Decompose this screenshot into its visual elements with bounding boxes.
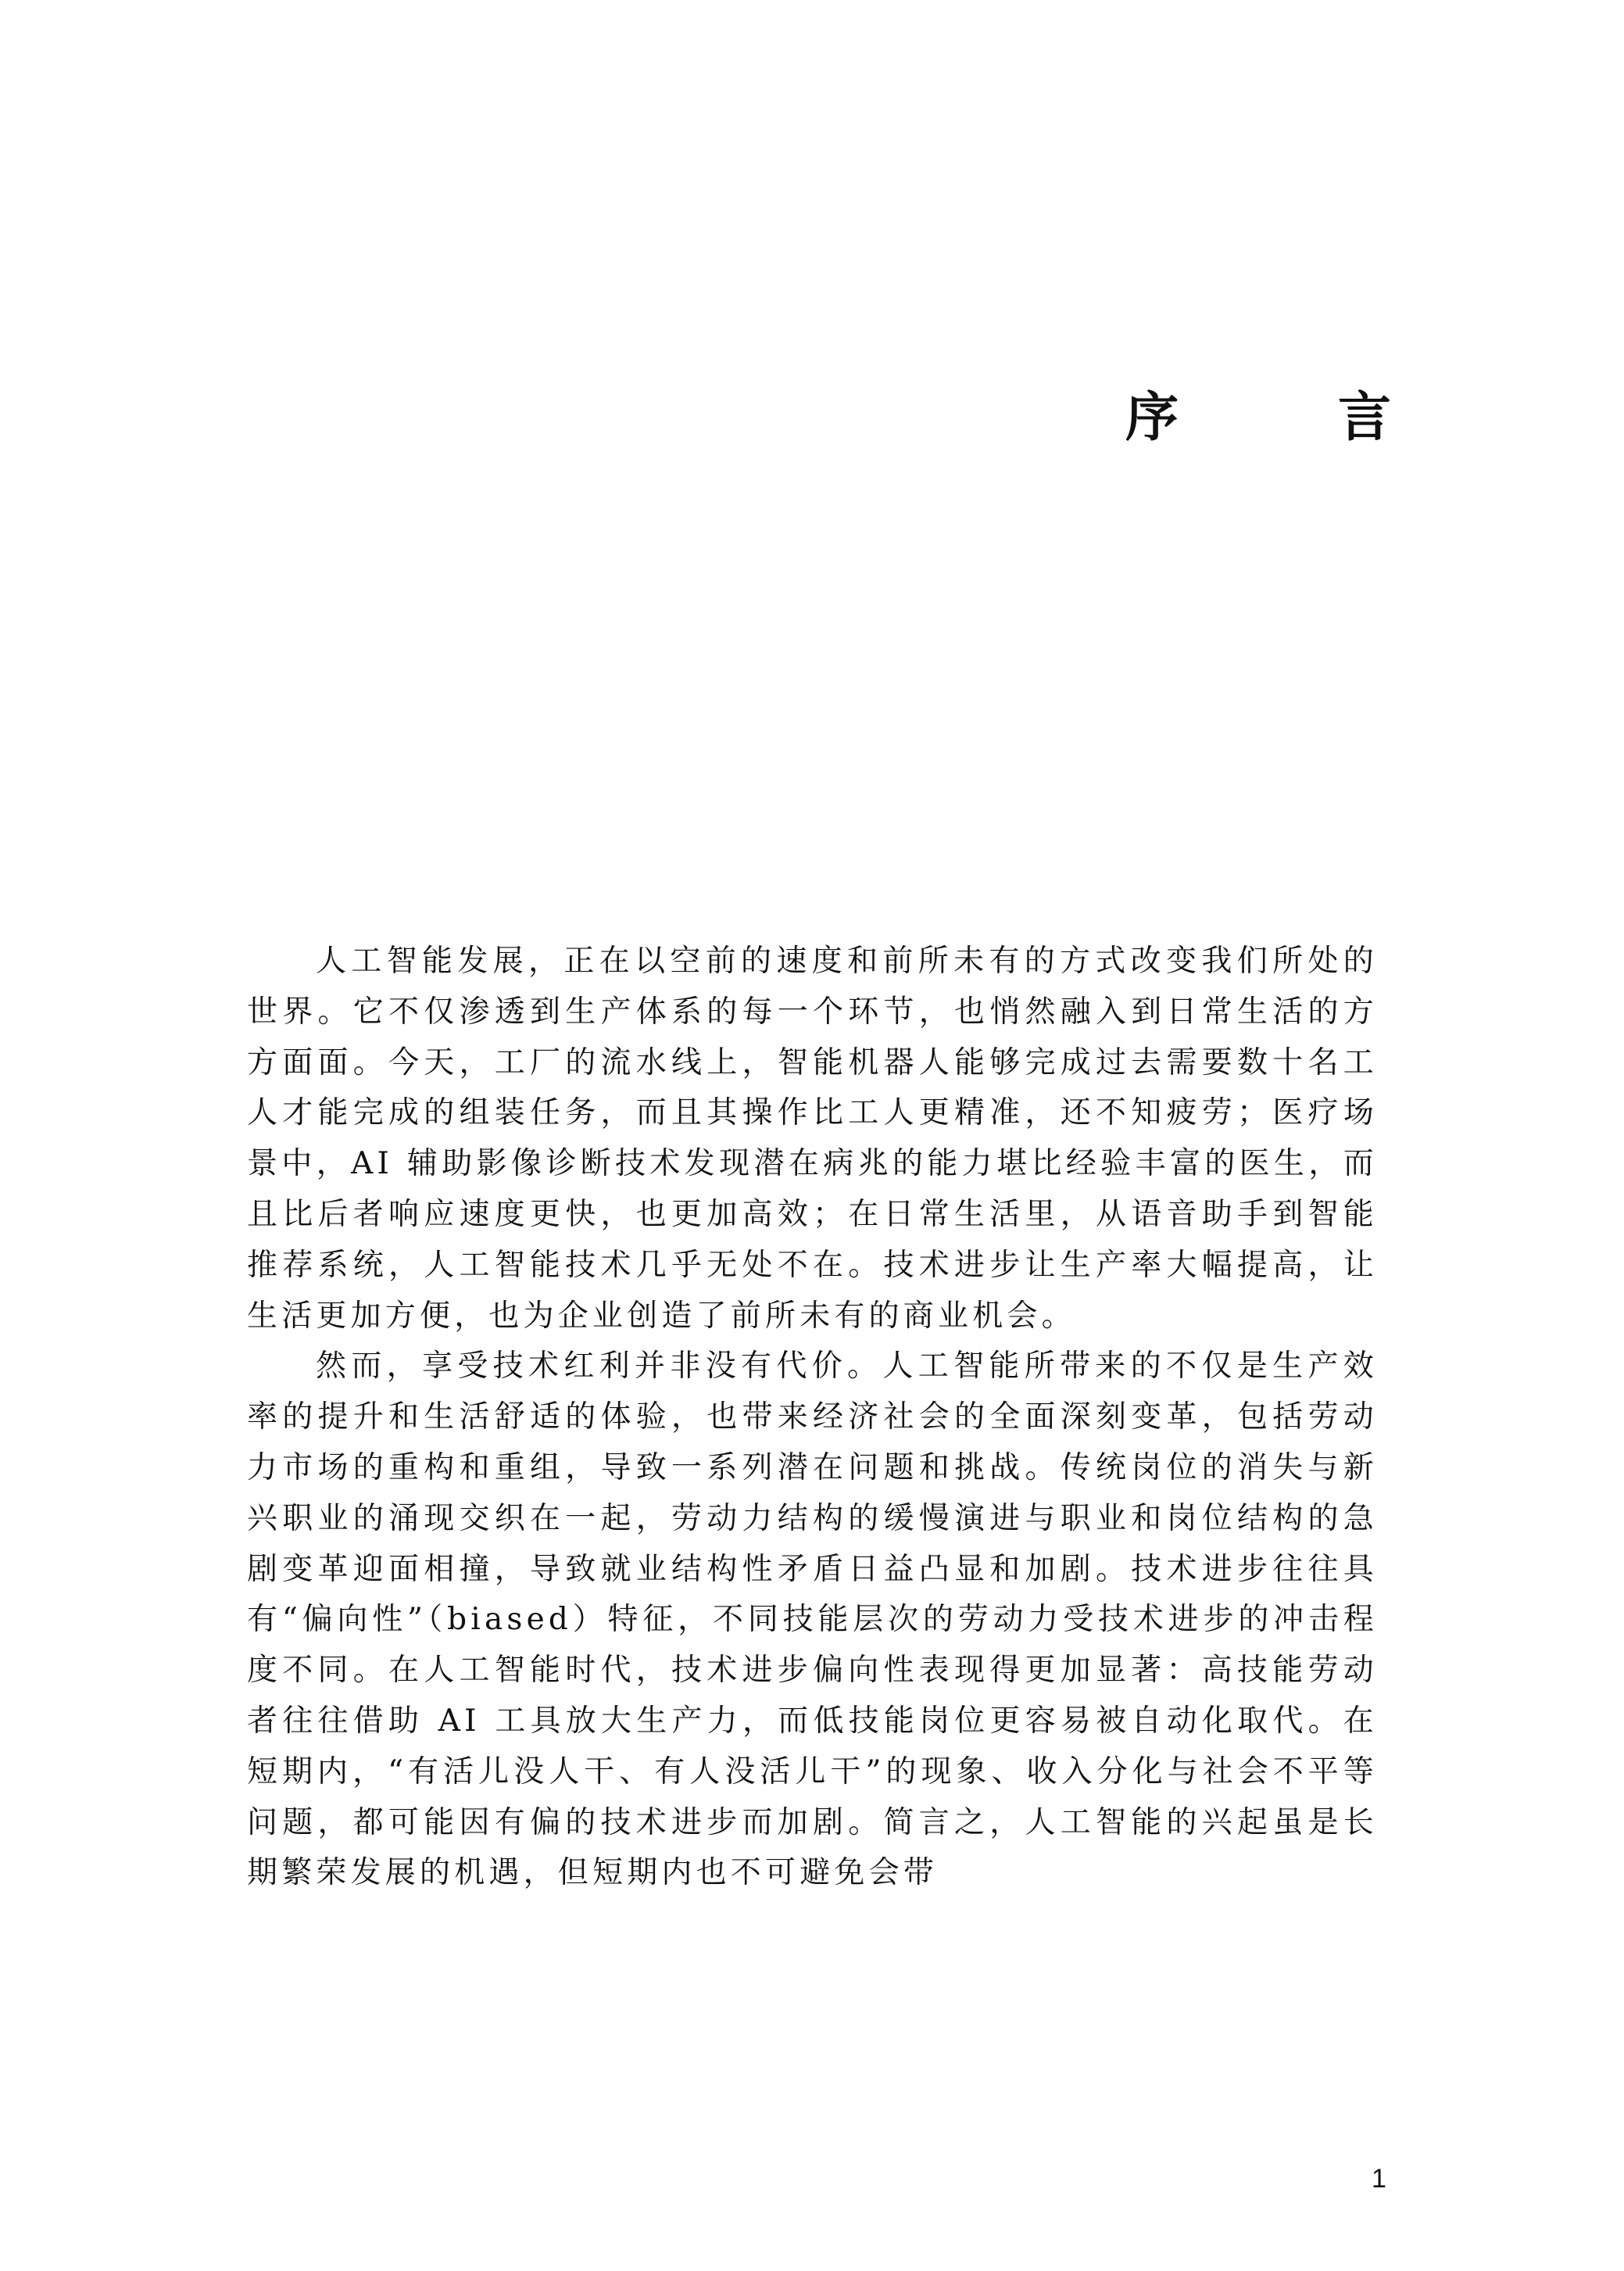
- page-number: 1: [1372, 2164, 1386, 2194]
- chapter-title: [1125, 386, 1391, 449]
- paragraph-2: 然而，享受技术红利并非没有代价。人工智能所带来的不仅是生产效率的提升和生活舒适的体验，也带来经济社会的全面深刻变革，包括劳动力市场的重构和重组，导致一系列潜在问题和挑战。传统岗位的消失与新兴职业的涌现交织在一起，劳动力结构的缓慢演进与职业和岗位结构的急剧变革迎面相撞，导致就业结构性矛盾日益凸显和加剧。技术进步往往具有“偏向性”（biased）特征，不同技能层次的劳动力受技术进步的冲击程度不同。在人工智能时代，技术进步偏向性表现得更加显著：高技能劳动者往往借助 AI 工具放大生产力，而低技能岗位更容易被自动化取代。在短期内，“有活儿没人干、有人没活儿干”的现象、收入分化与社会不平等问题，都可能因有偏的技术进步而加剧。简言之，人工智能的兴起虽是长期繁荣发展的机遇，但短期内也不可避免会带: [247, 1349, 1378, 1891]
- body-text: [247, 937, 1378, 1899]
- chapter-title-char-2: 言: [1337, 386, 1391, 449]
- paragraph-1: 人工智能发展，正在以空前的速度和前所未有的方式改变我们所处的世界。它不仅渗透到生产体系的每一个环节，也悄然融入到日常生活的方方面面。今天，工厂的流水线上，智能机器人能够完成过去需要数十名工人才能完成的组装任务，而且其操作比工人更精准，还不知疲劳；医疗场景中，AI 辅助影像诊断技术发现潜在病兆的能力堪比经验丰富的医生，而且比后者响应速度更快，也更加高效；在日常生活里，从语音助手到智能推荐系统，人工智能技术几乎无处不在。技术进步让生产率大幅提高，让生活更加方便，也为企业创造了前所未有的商业机会。: [247, 944, 1378, 1334]
- chapter-title-char-1: 序: [1125, 386, 1179, 449]
